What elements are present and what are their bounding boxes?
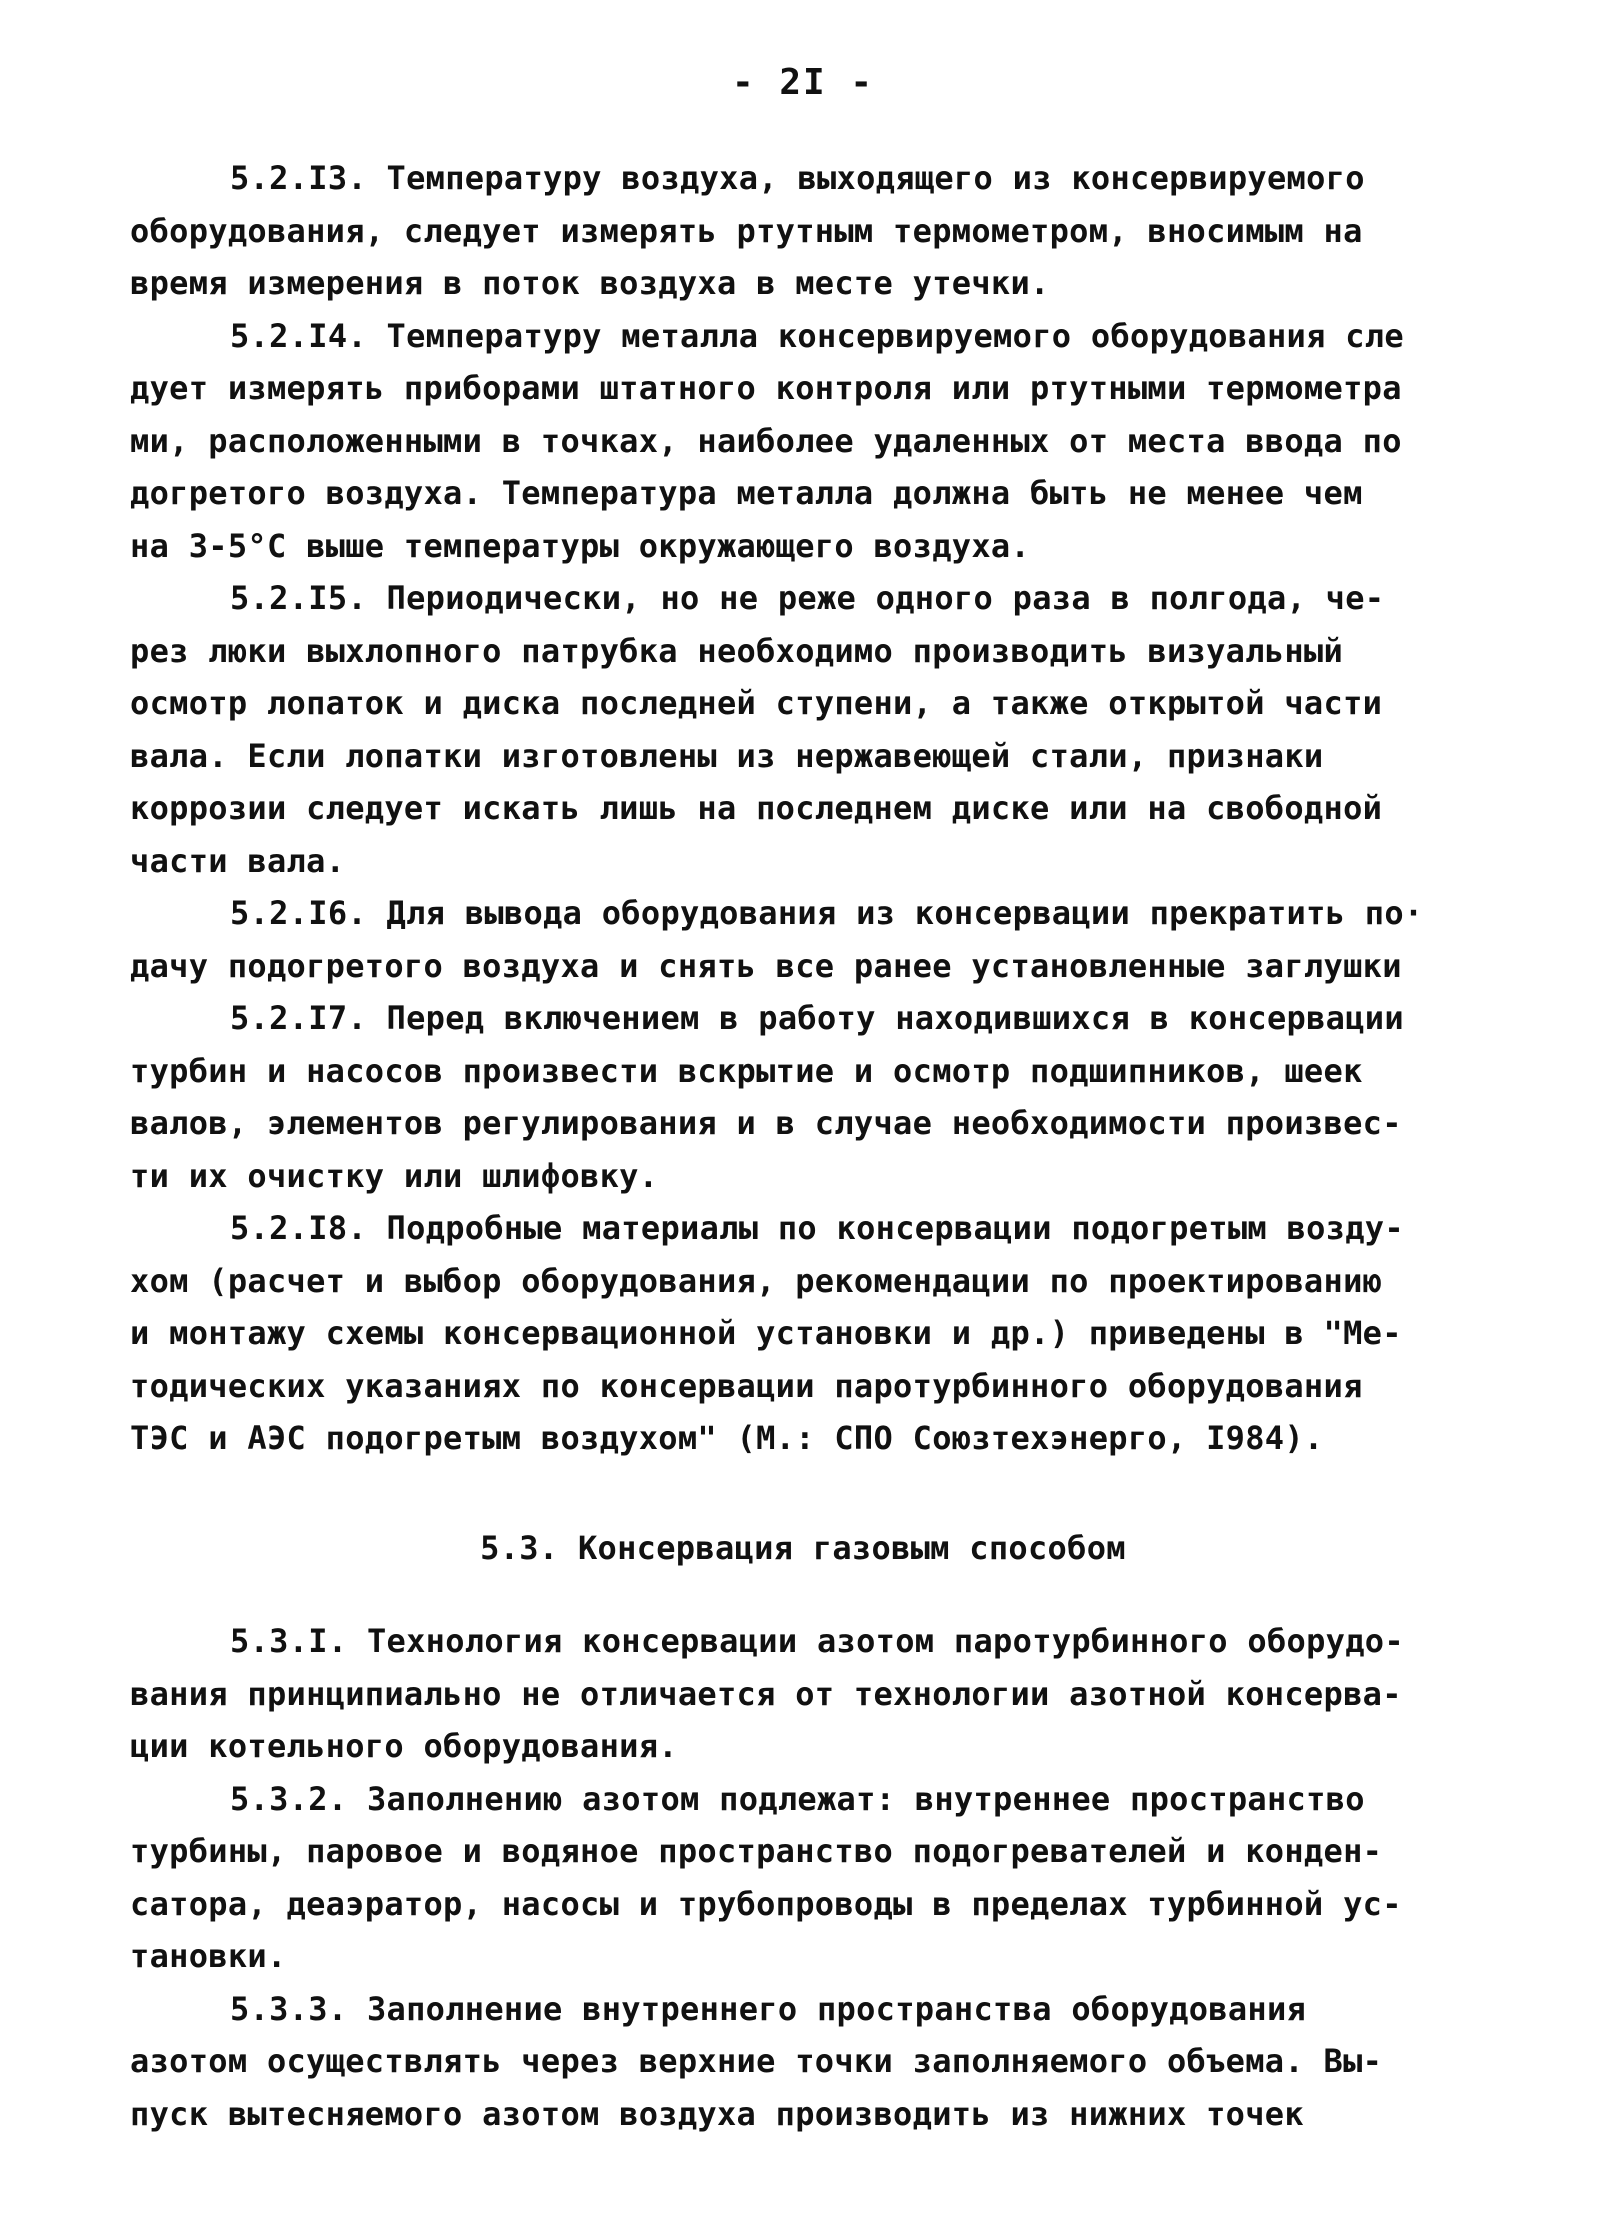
text-line: дачу подогретого воздуха и снять все ранее установленные заглушки bbox=[130, 946, 1402, 985]
text-line: турбин и насосов произвести вскрытие и осмотр подшипников, шеек bbox=[130, 1051, 1363, 1090]
text-line: 5.2.I8. Подробные материалы по консервации подогретым возду- bbox=[230, 1209, 1404, 1247]
text-line: 5.3.I. Технология консервации азотом паротурбинного оборудо- bbox=[230, 1622, 1404, 1660]
text-line: догретого воздуха. Температура металла должна быть не менее чем bbox=[130, 474, 1363, 512]
text-line: хом (расчет и выбор оборудования, рекомендации по проектированию bbox=[130, 1261, 1383, 1300]
text-line: пуск вытесняемого азотом воздуха производить из нижних точек bbox=[130, 2094, 1304, 2133]
text-line: 5.3.2. Заполнению азотом подлежат: внутреннее пространство bbox=[230, 1779, 1365, 1818]
text-line: 5.2.I7. Перед включением в работу находившихся в консервации bbox=[230, 999, 1404, 1037]
text-line: сатора, деаэратор, насосы и трубопроводы в пределах турбинной ус- bbox=[130, 1884, 1402, 1923]
text-line: коррозии следует искать лишь на последнем диске или на свободной bbox=[130, 789, 1383, 827]
text-line: осмотр лопаток и диска последней ступени, а также открытой части bbox=[130, 684, 1383, 722]
text-block-5-3 bbox=[130, 1615, 1510, 2140]
text-line: части вала. bbox=[130, 841, 346, 880]
section-heading: 5.3. Консервация газовым способом bbox=[480, 1529, 1126, 1567]
text-line: на 3-5°С выше температуры окружающего воздуха. bbox=[130, 526, 1031, 565]
text-line: вала. Если лопатки изготовлены из нержавеющей стали, признаки bbox=[130, 736, 1324, 775]
text-line: 5.2.I3. Температуру воздуха, выходящего из консервируемого bbox=[230, 159, 1365, 197]
text-line: 5.3.3. Заполнение внутреннего пространства оборудования bbox=[230, 1989, 1307, 2028]
text-line: рез люки выхлопного патрубка необходимо производить визуальный bbox=[130, 631, 1344, 670]
text-line: ции котельного оборудования. bbox=[130, 1727, 678, 1765]
text-line: валов, элементов регулирования и в случае необходимости произвес- bbox=[130, 1104, 1402, 1142]
text-line: и монтажу схемы консервационной установки и др.) приведены в "Ме- bbox=[130, 1314, 1402, 1352]
text-line: ми, расположенными в точках, наиболее удаленных от места ввода по bbox=[130, 421, 1402, 460]
text-line: турбины, паровое и водяное пространство подогревателей и конден- bbox=[130, 1832, 1383, 1870]
text-line: дует измерять приборами штатного контроля или ртутными термометра bbox=[130, 369, 1402, 407]
text-line: ТЭС и АЭС подогретым воздухом" (М.: СПО Союзтехэнерго, I984). bbox=[130, 1419, 1324, 1457]
text-line: вания принципиально не отличается от технологии азотной консерва- bbox=[130, 1674, 1402, 1713]
text-block-5-2 bbox=[130, 152, 1510, 1465]
text-line: оборудования, следует измерять ртутным термометром, вносимым на bbox=[130, 211, 1363, 250]
text-line: время измерения в поток воздуха в месте утечки. bbox=[130, 264, 1050, 302]
text-line: тановки. bbox=[130, 1937, 287, 1975]
text-line: 5.2.I4. Температуру металла консервируемого оборудования сле bbox=[230, 316, 1404, 355]
text-line: ти их очистку или шлифовку. bbox=[130, 1156, 659, 1195]
text-line: 5.2.I6. Для вывода оборудования из консервации прекратить по· bbox=[230, 894, 1424, 932]
text-line: тодических указаниях по консервации паротурбинного оборудования bbox=[130, 1366, 1363, 1405]
page-number: - 2I - bbox=[731, 62, 875, 103]
text-line: азотом осуществлять через верхние точки заполняемого объема. Вы- bbox=[130, 2042, 1383, 2080]
text-line: 5.2.I5. Периодически, но не реже одного раза в полгода, че- bbox=[230, 579, 1385, 617]
